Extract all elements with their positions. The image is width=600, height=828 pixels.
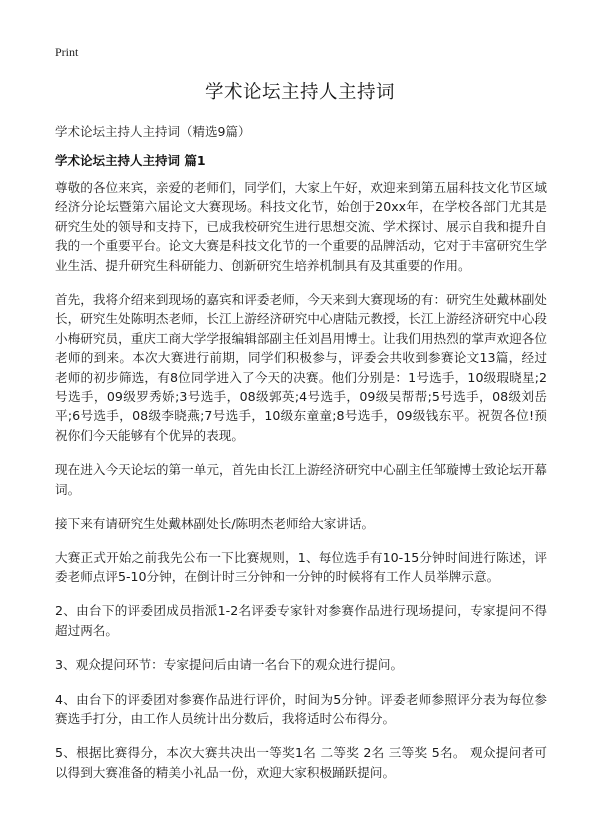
print-link[interactable]: Print: [55, 45, 79, 59]
paragraph-rule-4: 4、由台下的评委团对参赛作品进行评价，时间为5分钟。评委老师参照评分表为每位参赛选手打分，由工作人员统计出分数后，我将适时公布得分。: [55, 691, 547, 726]
paragraph-rule-5: 5、根据比赛得分，本次大赛共决出一等奖1名 二等奖 2名 三等奖 5名。 观众提问者可以得到大赛准备的精美小礼品一份，欢迎大家积极踊跃提问。: [55, 745, 547, 780]
paragraph-rule-3: 3、观众提问环节：专家提问后由请一名台下的观众进行提问。: [55, 657, 404, 673]
document-title: 学术论坛主持人主持词: [204, 82, 395, 103]
paragraph-first-unit: 现在进入今天论坛的第一单元，首先由长江上游经济研究中心副主任邹璇博士致论坛开幕词。: [55, 462, 547, 497]
document-body: [55, 178, 547, 797]
paragraph-rule-2: 2、由台下的评委团成员指派1-2名评委专家针对参赛作品进行现场提问，专家提问不得超过两名。: [55, 603, 547, 638]
paragraph-speech: 接下来有请研究生处戴林副处长/陈明杰老师给大家讲话。: [55, 516, 375, 532]
paragraph-welcome: 尊敬的各位来宾，亲爱的老师们，同学们，大家上午好，欢迎来到第五届科技文化节区域经济分论坛暨第六届论文大赛现场。科技文化节，始创于20xx年，在学校各部门尤其是研究生处的领导和支持下，已成我校研究生进行思想交流、学术探讨、展示自我和提升自我的一个重要平台。论文大赛是科技文化节的一个重要的品牌活动，它对于丰富研究生学业生活、提升研究生科研能力、创新研究生培养机制具有及其重要的作用。: [55, 180, 547, 273]
section-heading: 学术论坛主持人主持词 篇1: [55, 153, 206, 168]
paragraph-introductions: 首先，我将介绍来到现场的嘉宾和评委老师，今天来到大赛现场的有：研究生处戴林副处长，研究生处陈明杰老师，长江上游经济研究中心唐陆元教授，长江上游经济研究中心段小梅研究员，重庆工商大学学报编辑部副主任刘昌用博士。让我们用热烈的掌声欢迎各位老师的到来。本次大赛进行前期，同学们积极参与，评委会共收到参赛论文13篇，经过老师的初步筛选，有8位同学进入了今天的决赛。他们分别是：1号选手，10级瑕晓星;2号选手，09级罗秀娇;3号选手，08级郭英;4号选手，09级吴帮帮;5号选手，08级刘岳平;6号选手，08级李晓燕;7号选手，10级东童童;8号选手，09级钱东平。祝贺各位!预祝你们今天能够有个优异的表现。: [55, 292, 547, 443]
paragraph-rule-1: 大赛正式开始之前我先公布一下比赛规则，1、每位选手有10-15分钟时间进行陈述，评委老师点评5-10分钟，在倒计时三分钟和一分钟的时候将有工作人员举牌示意。: [55, 549, 547, 584]
document-subtitle: 学术论坛主持人主持词（精选9篇）: [55, 124, 251, 139]
